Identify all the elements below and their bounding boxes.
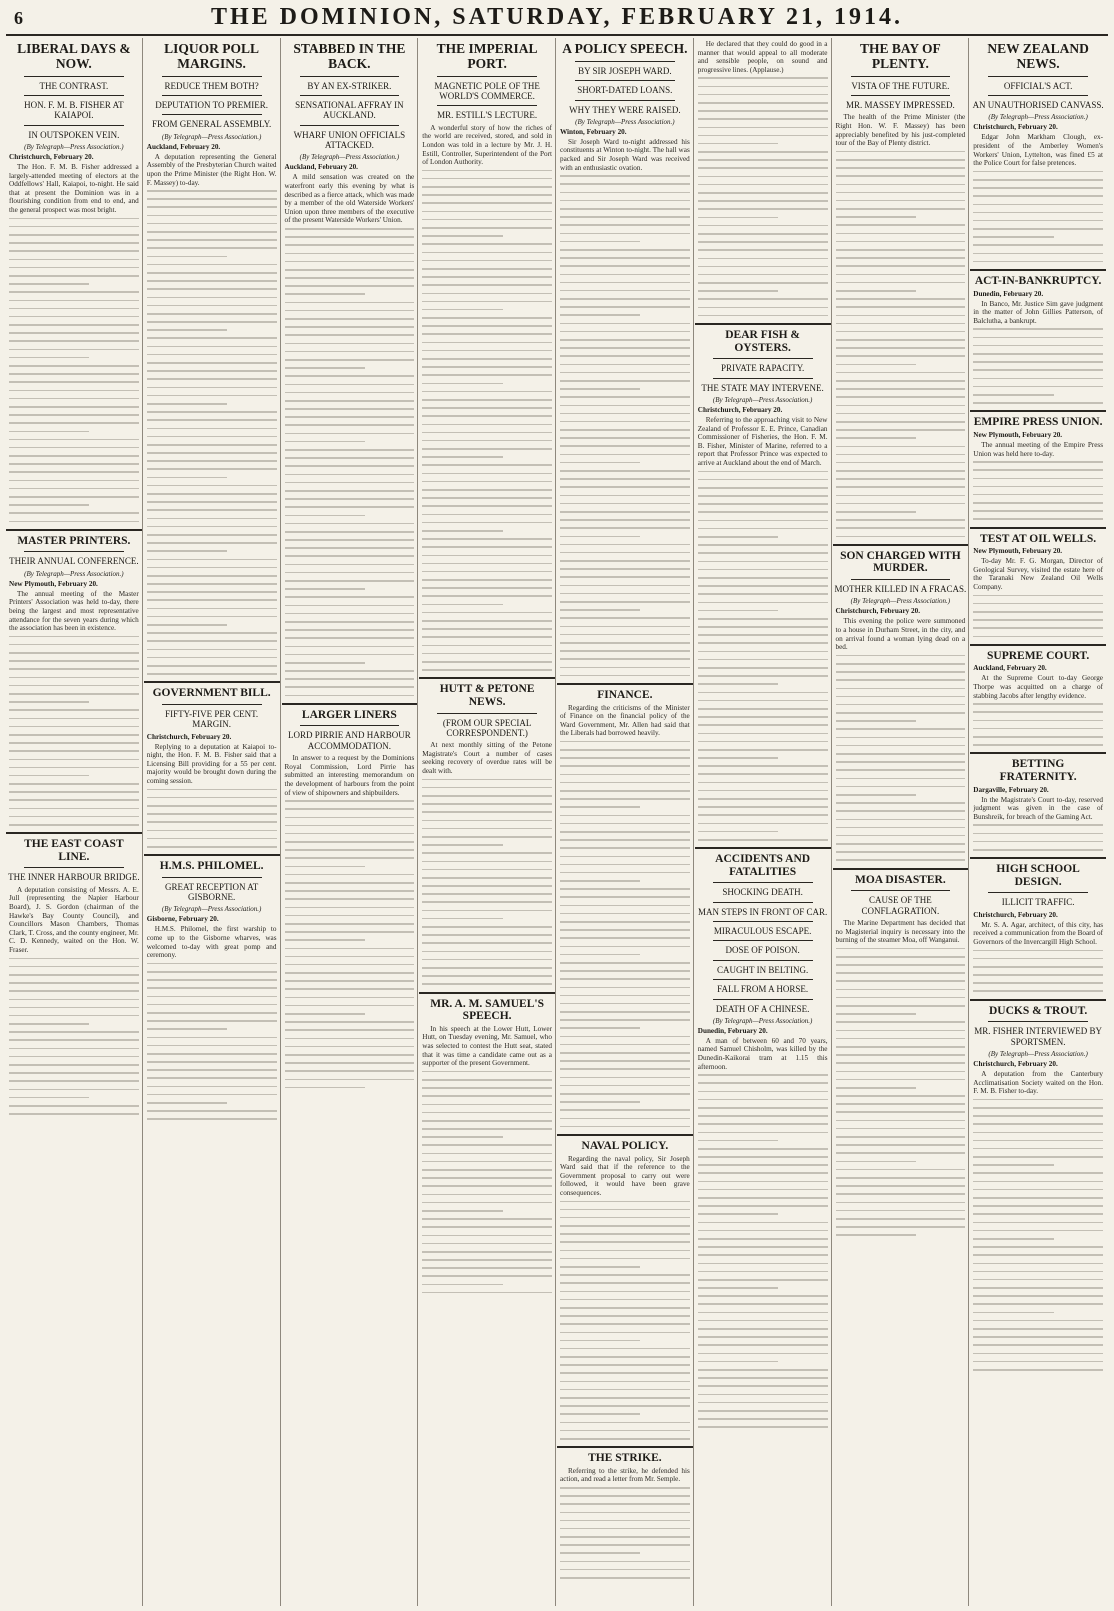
- headline: H.M.S. PHILOMEL.: [159, 860, 264, 873]
- subhead-rule: [851, 890, 951, 891]
- subheadline: LORD PIRRIE AND HARBOUR ACCOMMODATION.: [287, 730, 411, 751]
- subhead-rule: [300, 76, 400, 77]
- article: [144, 854, 280, 1120]
- article-body: The Marine Department has decided that no Magisterial inquiry is necessary into the burning of the steamer Moa, off Wanganui.: [835, 918, 966, 945]
- article-body: He declared that they could do good in a manner that would appeal to all moderate and sensible people, on sound and progressive lines. (Applause.): [697, 40, 828, 74]
- subheadline: MIRACULOUS ESCAPE.: [713, 926, 812, 937]
- headline: DEAR FISH & OYSTERS.: [725, 329, 800, 354]
- subhead-rule: [713, 921, 813, 922]
- subhead-rule: [437, 105, 537, 106]
- wire-credit: (By Telegraph—Press Association.): [24, 143, 124, 152]
- text-lines: [9, 218, 139, 523]
- wire-credit: (By Telegraph—Press Association.): [712, 1016, 813, 1025]
- headline: LIBERAL DAYS & NOW.: [17, 41, 131, 71]
- dateline: Dargaville, February 20.: [973, 785, 1049, 794]
- article: [557, 1446, 693, 1578]
- wire-credit: (By Telegraph—Press Association.): [712, 395, 813, 404]
- article: [695, 323, 831, 841]
- subhead-rule: [851, 76, 951, 77]
- subhead-rule: [24, 125, 124, 126]
- dateline: Christchurch, February 20.: [973, 123, 1058, 132]
- subheadline: HON. F. M. B. FISHER AT KAIAPOI.: [24, 100, 124, 121]
- subhead-rule: [713, 882, 813, 883]
- article-divider: [970, 410, 1106, 412]
- text-lines: [698, 77, 828, 316]
- article-divider: [282, 703, 418, 705]
- dateline: Auckland, February 20.: [973, 664, 1047, 673]
- dateline: Christchurch, February 20.: [973, 910, 1058, 919]
- article: [6, 529, 142, 826]
- subhead-rule: [713, 940, 813, 941]
- headline: LARGER LINERS: [301, 708, 397, 721]
- article-body: Referring to the approaching visit to New Zealand of Professor E. E. Prince, Canadian Commissioner of Fisheries, the Hon. F. M. B. Fisher, Minister of Marine, referred to a report that Professor Prince was expected to arrive at Auckland about the end of March.: [697, 415, 828, 467]
- article-body: Referring to the strike, he defended his action, and read a letter from Mr. Semple.: [560, 1466, 690, 1484]
- article-divider: [419, 992, 555, 994]
- dateline: Dunedin, February 20.: [697, 1026, 768, 1035]
- article: [970, 527, 1106, 638]
- subheadline: MAN STEPS IN FRONT OF CAR.: [697, 906, 828, 917]
- text-lines: [147, 963, 277, 1120]
- page-number: 6: [14, 8, 23, 28]
- subheadline: MOTHER KILLED IN A FRACAS.: [834, 584, 967, 595]
- article-body: Edgar John Markham Clough, ex-president of the Amberley Women's Workers' Union, Lyttelton, was fined £5 at the Police Court for false pretences.: [973, 133, 1103, 168]
- dateline: Gisborne, February 20.: [146, 915, 219, 924]
- article-divider: [970, 857, 1106, 859]
- newspaper-title: THE DOMINION, SATURDAY, FEBRUARY 21, 1914.: [210, 4, 904, 30]
- article-divider: [833, 544, 969, 546]
- headline: DUCKS & TROUT.: [988, 1004, 1088, 1017]
- text-lines: [836, 948, 966, 1236]
- column-1: [6, 38, 143, 1606]
- subhead-rule: [988, 892, 1088, 893]
- article-divider: [557, 683, 693, 685]
- article-divider: [970, 644, 1106, 646]
- subhead-rule: [988, 76, 1088, 77]
- article-body: The health of the Prime Minister (the Right Hon. W. F. Massey) has been appreciably benefited by his just-completed tour of the Bay of Plenty district.: [835, 113, 966, 148]
- headline: THE IMPERIAL PORT.: [436, 41, 538, 71]
- subhead-rule: [713, 378, 813, 379]
- headline: NEW ZEALAND NEWS.: [987, 41, 1089, 71]
- subheadline: IN OUTSPOKEN VEIN.: [28, 129, 120, 140]
- article-body: A man of between 60 and 70 years, named Samuel Chisholm, was killed by the Dunedin-Kaikorai tram at 1.15 this afternoon.: [697, 1036, 828, 1071]
- subhead-rule: [300, 95, 400, 96]
- subhead-rule: [713, 358, 813, 359]
- article: [833, 42, 969, 537]
- article: [282, 42, 418, 696]
- dateline: New Plymouth, February 20.: [9, 579, 98, 588]
- column-6: [695, 38, 832, 1606]
- article-divider: [6, 529, 142, 531]
- text-lines: [560, 1487, 690, 1579]
- article-body: In answer to a request by the Dominions Royal Commission, Lord Pirrie has submitted an interesting memorandum on the development of harbours from the point of view of shipowners and shipbuilders.: [284, 754, 415, 797]
- article-divider: [970, 999, 1106, 1001]
- subhead-rule: [162, 114, 262, 115]
- text-lines: [147, 190, 277, 675]
- article-divider: [557, 1134, 693, 1136]
- subheadline: (FROM OUR SPECIAL CORRESPONDENT.): [442, 717, 532, 738]
- subhead-rule: [162, 704, 262, 705]
- text-lines: [973, 171, 1103, 263]
- article: [557, 42, 693, 676]
- subhead-rule: [713, 999, 813, 1000]
- text-lines: [836, 655, 966, 861]
- text-lines: [285, 228, 415, 696]
- article-body: To-day Mr. F. G. Morgan, Director of Geological Survey, visited the estate here of the Taranaki New Zealand Oil Wells Company.: [973, 557, 1103, 592]
- subhead-rule: [162, 95, 262, 96]
- subhead-rule: [713, 902, 813, 903]
- text-lines: [698, 1074, 828, 1428]
- headline: HUTT & PETONE NEWS.: [439, 683, 535, 708]
- wire-credit: (By Telegraph—Press Association.): [575, 117, 675, 126]
- article-body: The annual meeting of the Empire Press Union was held here to-day.: [973, 440, 1103, 458]
- article-body: Sir Joseph Ward to-night addressed his constituents at Winton to-night. The hall was packed and Sir Joseph Ward was received with an enthusiastic ovation.: [560, 137, 690, 172]
- subheadline: PRIVATE RAPACITY.: [720, 363, 805, 374]
- text-lines: [973, 461, 1103, 520]
- subheadline: REDUCE THEM BOTH?: [164, 80, 259, 91]
- headline: SUPREME COURT.: [987, 649, 1090, 662]
- headline: MOA DISASTER.: [855, 873, 946, 886]
- text-lines: [973, 595, 1103, 638]
- subheadline: FALL FROM A HORSE.: [717, 984, 809, 995]
- article-divider: [419, 677, 555, 679]
- article: [970, 644, 1106, 746]
- text-lines: [422, 170, 552, 671]
- headline: THE STRIKE.: [588, 1452, 662, 1465]
- article-divider: [557, 1446, 693, 1448]
- dateline: Christchurch, February 20.: [835, 607, 921, 616]
- dateline: Christchurch, February 20.: [9, 153, 94, 162]
- headline: MR. A. M. SAMUEL'S SPEECH.: [430, 997, 544, 1023]
- subheadline: CAUSE OF THE CONFLAGRATION.: [861, 895, 940, 916]
- text-lines: [973, 1099, 1103, 1371]
- article-divider: [6, 832, 142, 834]
- subheadline: MR. MASSEY IMPRESSED.: [846, 100, 955, 111]
- subheadline: MR. FISHER INTERVIEWED BY SPORTSMEN.: [974, 1026, 1103, 1047]
- text-lines: [560, 175, 690, 676]
- article: [144, 681, 280, 847]
- article: [970, 410, 1106, 520]
- dateline: New Plymouth, February 20.: [973, 547, 1063, 556]
- article-body: Replying to a deputation at Kaiapoi to-night, the Hon. F. M. B. Fisher said that a Licensing Bill providing for a 55 per cent. majority would be brought down during the coming session.: [146, 742, 277, 786]
- subheadline: DOSE OF POISON.: [725, 945, 800, 956]
- subheadline: BY SIR JOSEPH WARD.: [578, 65, 672, 76]
- article-body: Mr. S. A. Agar, architect, of this city, has received a communication from the Board of Governors of the Invercargill High School.: [973, 920, 1103, 946]
- headline: SON CHARGED WITH MURDER.: [840, 549, 961, 575]
- column-3: [282, 38, 419, 1606]
- dateline: Christchurch, February 20.: [146, 732, 232, 741]
- article-divider: [833, 868, 969, 870]
- masthead: [6, 4, 1108, 36]
- dateline: Christchurch, February 20.: [697, 405, 783, 414]
- subhead-rule: [988, 95, 1088, 96]
- wire-credit: (By Telegraph—Press Association.): [988, 1049, 1088, 1058]
- subheadline: ILLICIT TRAFFIC.: [1001, 897, 1075, 908]
- article-divider: [970, 527, 1106, 529]
- article-divider: [970, 269, 1106, 271]
- subheadline: SHORT-DATED LOANS.: [577, 85, 673, 96]
- headline: STABBED IN THE BACK.: [293, 41, 406, 71]
- text-lines: [422, 779, 552, 985]
- wire-credit: (By Telegraph—Press Association.): [299, 153, 400, 162]
- subheadline: SHOCKING DEATH.: [722, 887, 803, 898]
- article-body: In his speech at the Lower Hutt, Lower Hutt, on Tuesday evening, Mr. Samuel, who was selected to contest the Hutt seat, stated that it was time a candidate came out as a supporter of the present Government.: [422, 1024, 552, 1068]
- dateline: New Plymouth, February 20.: [973, 430, 1063, 439]
- subheadline: CAUGHT IN BELTING.: [717, 964, 809, 975]
- article: [695, 40, 831, 316]
- text-lines: [560, 741, 690, 1127]
- article: [6, 42, 142, 522]
- article-body: In the Magistrate's Court to-day, reserved judgment was given in the case of Bunshreik, for breach of the Gaming Act.: [973, 795, 1103, 821]
- headline: THE BAY OF PLENTY.: [859, 41, 941, 71]
- article-body: A deputation consisting of Messrs. A. E. Jull (representing the Napier Harbour Board), J. S. Gordon (chairman of the Hawke's Bay County Council), and Councillors Mason Chambers, Thomas Clark, T. Cross, and the county engineer, Mr. C. D. Kennedy, waited on the Hon. W. Fraser.: [9, 885, 139, 954]
- subheadline: MR. ESTILL'S LECTURE.: [437, 110, 538, 121]
- article: [6, 832, 142, 1115]
- subheadline: OFFICIAL'S ACT.: [1003, 80, 1073, 91]
- article: [833, 544, 969, 861]
- article-divider: [695, 847, 831, 849]
- wire-credit: (By Telegraph—Press Association.): [988, 113, 1088, 122]
- article: [695, 847, 831, 1428]
- subheadline: FIFTY-FIVE PER CENT. MARGIN.: [165, 708, 259, 730]
- article-divider: [695, 323, 831, 325]
- text-lines: [973, 328, 1103, 403]
- subheadline: AN UNAUTHORISED CANVASS.: [972, 100, 1104, 111]
- headline: THE EAST COAST LINE.: [24, 838, 124, 863]
- subheadline: THEIR ANNUAL CONFERENCE.: [9, 556, 139, 567]
- subheadline: DEATH OF A CHINESE.: [715, 1003, 810, 1014]
- subheadline: THE CONTRAST.: [39, 80, 109, 91]
- subheadline: WHARF UNION OFFICIALS ATTACKED.: [293, 129, 406, 151]
- text-lines: [698, 471, 828, 841]
- subhead-rule: [24, 76, 124, 77]
- article: [419, 992, 555, 1294]
- text-lines: [9, 636, 139, 826]
- article-body: The annual meeting of the Master Printers' Association was held to-day, there being the largest and most representative attendance for the seven years during which the association has been in existence.: [9, 589, 139, 633]
- text-lines: [285, 800, 415, 1088]
- headline: GOVERNMENT BILL.: [152, 687, 271, 700]
- article: [419, 42, 555, 671]
- headline: A POLICY SPEECH.: [562, 41, 688, 56]
- article-divider: [144, 681, 280, 683]
- text-lines: [973, 950, 1103, 993]
- article-body: A mild sensation was created on the waterfront early this evening by what is described as a fierce attack, which was made by a member of the old Waterside Workers' Union upon three members of the executive of the present Waterside Workers' Union.: [284, 173, 415, 225]
- article-body: H.M.S. Philomel, the first warship to come up to the Gisborne wharves, was welcomed to-day with great pomp and ceremony.: [146, 925, 277, 960]
- article: [282, 703, 418, 1088]
- subheadline: THE INNER HARBOUR BRIDGE.: [8, 872, 140, 883]
- headline: ACCIDENTS AND FATALITIES: [715, 853, 811, 878]
- article: [970, 999, 1106, 1371]
- subhead-rule: [851, 95, 951, 96]
- article: [557, 683, 693, 1127]
- newspaper-columns: [6, 38, 1108, 1606]
- text-lines: [560, 1201, 690, 1440]
- subhead-rule: [575, 80, 675, 81]
- article-body: At the Supreme Court to-day George Thorpe was acquitted on a charge of stabbing Jacobs after lengthy evidence.: [973, 674, 1103, 700]
- subhead-rule: [24, 551, 124, 552]
- article-body: Regarding the naval policy, Sir Joseph Ward said that if the reference to the Government proposal to carry out were followed, it would have been grave consequences.: [560, 1154, 690, 1197]
- article: [970, 752, 1106, 850]
- article-divider: [970, 752, 1106, 754]
- subhead-rule: [24, 867, 124, 868]
- headline: HIGH SCHOOL DESIGN.: [996, 863, 1080, 888]
- subhead-rule: [24, 95, 124, 96]
- text-lines: [973, 824, 1103, 850]
- wire-credit: (By Telegraph—Press Association.): [161, 905, 262, 914]
- subheadline: FROM GENERAL ASSEMBLY.: [151, 119, 272, 130]
- text-lines: [422, 1071, 552, 1294]
- headline: ACT-IN-BANKRUPTCY.: [974, 275, 1102, 287]
- subheadline: SENSATIONAL AFFRAY IN AUCKLAND.: [295, 100, 404, 121]
- article-body: Regarding the criticisms of the Minister of Finance on the financial policy of the Ward Government, Mr. Allen had said that the Liberals had borrowed heavily.: [560, 703, 690, 738]
- subheadline: MAGNETIC POLE OF THE WORLD'S COMMERCE.: [434, 80, 540, 102]
- article: [970, 857, 1106, 992]
- article-body: A wonderful story of how the riches of the world are received, stored, and sold in London was told in a lecture by Mr. J. H. Estill, Controller, Superintendent of the Port of London Authority.: [422, 123, 552, 167]
- subhead-rule: [162, 877, 262, 878]
- subhead-rule: [300, 125, 400, 126]
- subheadline: DEPUTATION TO PREMIER.: [155, 100, 268, 111]
- subhead-rule: [575, 61, 675, 62]
- wire-credit: (By Telegraph—Press Association.): [24, 569, 124, 578]
- article-body: At next monthly sitting of the Petone Magistrate's Court a number of cases seeking recovery of overdue rates will be dealt with.: [422, 741, 552, 776]
- article-body: In Banco, Mr. Justice Sim gave judgment in the matter of John Gillies Patterson, of Balclutha, a bankrupt.: [973, 299, 1103, 325]
- headline: NAVAL POLICY.: [581, 1139, 669, 1152]
- wire-credit: (By Telegraph—Press Association.): [161, 132, 262, 141]
- column-8: [970, 38, 1106, 1606]
- text-lines: [836, 151, 966, 537]
- article-body: A deputation representing the General Assembly of the Presbyterian Church waited upon the Prime Minister (the Right Hon. W. F. Massey) to-day.: [146, 152, 277, 187]
- article: [557, 1134, 693, 1440]
- column-2: [144, 38, 281, 1606]
- headline: LIQUOR POLL MARGINS.: [164, 41, 260, 71]
- headline: EMPIRE PRESS UNION.: [973, 416, 1103, 429]
- headline: BETTING FRATERNITY.: [999, 758, 1077, 783]
- subhead-rule: [437, 713, 537, 714]
- column-4: [419, 38, 556, 1606]
- subheadline: THE STATE MAY INTERVENE.: [701, 382, 824, 393]
- subhead-rule: [575, 100, 675, 101]
- text-lines: [973, 703, 1103, 746]
- dateline: Auckland, February 20.: [146, 142, 221, 151]
- article: [144, 42, 280, 675]
- dateline: Christchurch, February 20.: [973, 1059, 1058, 1068]
- column-7: [833, 38, 970, 1606]
- article: [970, 269, 1106, 404]
- wire-credit: (By Telegraph—Press Association.): [850, 597, 951, 606]
- headline: TEST AT OIL WELLS.: [980, 532, 1097, 545]
- article-body: The Hon. F. M. B. Fisher addressed a largely-attended meeting of electors at the Oddfellows' Hall, Kaiapoi, to-night. He said that at present the Dominion was in a flourishing condition from end to end, and the general prospect was most bright.: [9, 163, 139, 215]
- column-5: [557, 38, 694, 1606]
- subhead-rule: [713, 960, 813, 961]
- subhead-rule: [437, 76, 537, 77]
- subheadline: VISTA OF THE FUTURE.: [851, 80, 950, 91]
- subhead-rule: [851, 579, 951, 580]
- article-body: A deputation from the Canterbury Acclimatisation Society waited on the Hon. F. M. B. Fisher to-day.: [973, 1069, 1103, 1096]
- article: [419, 677, 555, 985]
- text-lines: [147, 789, 277, 848]
- dateline: Auckland, February 20.: [284, 163, 358, 172]
- subhead-rule: [162, 76, 262, 77]
- headline: MASTER PRINTERS.: [17, 534, 131, 547]
- article: [970, 42, 1106, 262]
- subheadline: BY AN EX-STRIKER.: [307, 80, 392, 91]
- subhead-rule: [988, 1021, 1088, 1022]
- subhead-rule: [713, 979, 813, 980]
- article-divider: [144, 854, 280, 856]
- article-body: This evening the police were summoned to a house in Durham Street, in the city, and on arrival found a woman lying dead on a bed.: [835, 617, 966, 652]
- headline: FINANCE.: [597, 688, 653, 701]
- subhead-rule: [300, 725, 400, 726]
- text-lines: [9, 958, 139, 1115]
- dateline: Winton, February 20.: [560, 127, 627, 136]
- subheadline: GREAT RECEPTION AT GISBORNE.: [164, 881, 259, 903]
- dateline: Dunedin, February 20.: [973, 289, 1044, 298]
- subheadline: WHY THEY WERE RAISED.: [569, 104, 681, 115]
- article: [833, 868, 969, 1236]
